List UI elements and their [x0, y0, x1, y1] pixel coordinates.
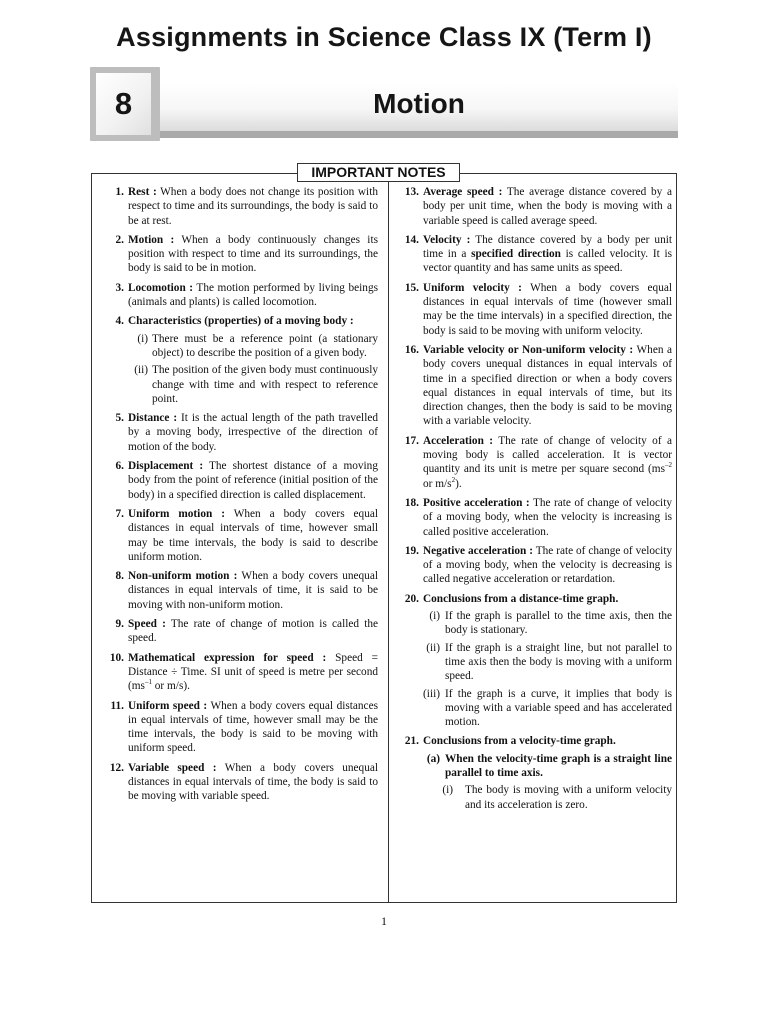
- note-text: The distance covered by a body per unit time in a: [423, 233, 673, 261]
- note-term: Average speed :: [423, 186, 503, 198]
- note-text: ).: [455, 477, 462, 490]
- note-text: The shortest distance of a moving body from the point of reference (initial position of the body) in a specified direction is called displacement.: [128, 460, 378, 501]
- note-item: [393, 496, 672, 539]
- note-number: 5.: [115, 412, 124, 425]
- unit-exponent: 2: [451, 475, 456, 484]
- note-term: Mathematical expression for speed :: [128, 651, 327, 664]
- note-number: 1.: [115, 186, 124, 198]
- note-number: 2.: [115, 233, 124, 246]
- sub-point-number: (i): [429, 610, 440, 623]
- note-number: 16.: [404, 343, 419, 356]
- note-term: Variable velocity or Non-uniform velocity :: [423, 343, 634, 356]
- note-item: [393, 734, 672, 811]
- note-text: The rate of change of velocity of a moving body, when the velocity is increasing is called positive acceleration.: [423, 496, 672, 538]
- note-item: [393, 185, 672, 228]
- note-number: 13.: [404, 186, 419, 198]
- note-item: [393, 434, 672, 491]
- sub-point-text: When the velocity-time graph is a straight line parallel to time axis.: [445, 752, 672, 779]
- note-term: Distance :: [128, 412, 178, 425]
- note-number: 15.: [404, 281, 419, 294]
- note-term: Characteristics (properties) of a moving body :: [128, 315, 354, 328]
- note-term: Variable speed :: [128, 761, 217, 774]
- note-term: Uniform velocity :: [423, 281, 522, 294]
- note-item: [98, 411, 378, 454]
- note-number: 7.: [115, 507, 124, 520]
- note-item: [98, 314, 378, 406]
- note-text: When a body covers unequal distances in equal intervals of time, it is said to be moving with non-uniform motion.: [128, 570, 378, 611]
- sub-point: [441, 783, 672, 812]
- note-text: is called velocity. It is vector quantity and has same units as speed.: [423, 248, 672, 275]
- note-number: 10.: [109, 651, 124, 664]
- sub-point-text: If the graph is a straight line, but not parallel to time axis then the body is moving with a uniform speed.: [445, 641, 672, 683]
- page-number: 1: [381, 914, 387, 928]
- note-number: 17.: [404, 434, 419, 447]
- note-item: [393, 592, 672, 730]
- note-term: Motion :: [128, 233, 175, 246]
- note-item: [98, 699, 378, 756]
- sub-point-text: If the graph is parallel to the time axis, then the body is stationary.: [445, 610, 672, 637]
- note-number: 6.: [115, 460, 124, 473]
- note-term: Uniform motion :: [128, 507, 225, 520]
- sub-point-number: (a): [426, 752, 440, 765]
- note-term: Conclusions from a distance-time graph.: [423, 592, 619, 605]
- note-item: [98, 617, 378, 646]
- note-item: [98, 761, 378, 804]
- note-item: [393, 343, 672, 429]
- sub-point-text: There must be a reference point (a stationary object) to describe the position of a given body.: [152, 332, 378, 359]
- sub-point: [128, 363, 378, 406]
- note-term: Speed :: [128, 618, 166, 631]
- note-item: [98, 569, 378, 612]
- note-text: The motion performed by living beings (animals and plants) is called locomotion.: [128, 281, 378, 309]
- note-text: or m/s).: [151, 680, 190, 693]
- sub-point-number: (iii): [423, 687, 440, 700]
- chapter-number: 8: [96, 73, 151, 135]
- note-number: 19.: [404, 544, 419, 557]
- note-text: When a body covers unequal distances in equal intervals of time in a specified direction or when a body covers equal distances in equal intervals of time, but its direction changes, then the body is said to be moving with a variable velocity.: [423, 343, 673, 428]
- note-term: Locomotion :: [128, 281, 194, 294]
- note-number: 18.: [404, 496, 419, 509]
- note-number: 3.: [115, 281, 124, 294]
- sub-point-number: (i): [442, 784, 453, 797]
- note-number: 21.: [404, 735, 419, 748]
- note-number: 14.: [404, 233, 419, 246]
- chapter-header-rule: [92, 131, 678, 138]
- note-item: [393, 281, 672, 338]
- note-text: When a body covers equal distances in equal intervals of time (however small may be the time intervals) in a specified direction, the body is said to be moving with uniform velocity.: [423, 281, 673, 337]
- note-text: or m/s: [423, 477, 452, 490]
- note-item: [98, 651, 378, 694]
- note-term: Negative acceleration :: [423, 544, 533, 557]
- note-text: It is the actual length of the path travelled by a moving body, irrespective of the direction of motion of the body.: [128, 412, 378, 453]
- unit-exponent: –2: [665, 461, 672, 470]
- note-text: When a body continuously changes its position with respect to time and its surroundings, the body is said to be in motion.: [128, 233, 378, 275]
- sub-point-number: (ii): [426, 641, 440, 654]
- book-title: Assignments in Science Class IX (Term I): [116, 22, 652, 52]
- sub-point-number: (ii): [134, 364, 148, 377]
- notes-right-column: [393, 185, 672, 817]
- note-term: Velocity :: [423, 233, 471, 246]
- chapter-title: Motion: [373, 88, 465, 119]
- note-text: Speed = Distance ÷ Time. SI unit of speed is metre per second (ms: [128, 651, 378, 693]
- note-emphasis: specified direction: [471, 248, 561, 261]
- unit-exponent: –1: [144, 678, 152, 687]
- note-term: Uniform speed :: [128, 699, 208, 712]
- note-item: [98, 281, 378, 310]
- sub-point: [128, 332, 378, 361]
- note-text: The rate of change of velocity of a moving body, when the velocity is decreasing is called negative acceleration or retardation.: [423, 544, 673, 586]
- note-term: Acceleration :: [423, 434, 493, 447]
- note-term: Non-uniform motion :: [128, 570, 238, 583]
- note-text: The rate of change of motion is called the speed.: [128, 618, 379, 645]
- note-item: [393, 544, 672, 587]
- note-term: Conclusions from a velocity-time graph.: [423, 735, 616, 748]
- note-number: 4.: [115, 315, 124, 328]
- notes-left-column: [98, 185, 378, 809]
- sub-point: [423, 641, 672, 684]
- note-text: The average distance covered by a body per unit time, when the body is moving with a variable speed is called average speed.: [423, 186, 672, 227]
- note-item: [98, 459, 378, 502]
- note-text: When a body covers unequal distances in equal intervals of time, the body is said to be moving with variable speed.: [128, 761, 378, 803]
- note-term: Rest :: [128, 186, 157, 198]
- note-number: 12.: [109, 761, 124, 774]
- note-item: [98, 507, 378, 564]
- column-divider: [388, 181, 389, 903]
- note-number: 9.: [115, 618, 124, 631]
- sub-point-text: If the graph is a curve, it implies that body is moving with a variable speed and has accelerated motion.: [445, 687, 672, 729]
- note-text: When a body does not change its position with respect to time and its surroundings, the body is said to be at rest.: [128, 186, 378, 227]
- sub-point-text: The position of the given body must continuously change with time and with respect to reference point.: [152, 364, 378, 405]
- note-text: The rate of change of velocity of a moving body is called acceleration. It is vector quantity and its unit is metre per square second (ms: [423, 434, 672, 476]
- note-item: [98, 233, 378, 276]
- sub-point-text: The body is moving with a uniform velocity and its acceleration is zero.: [465, 784, 672, 811]
- sub-point: [423, 752, 672, 781]
- note-text: When a body covers equal distances in equal intervals of time, however small may be the time intervals, the body is said to be moving with uniform speed.: [128, 699, 378, 755]
- notes-heading: IMPORTANT NOTES: [297, 163, 460, 182]
- note-item: [98, 185, 378, 228]
- note-term: Positive acceleration :: [423, 496, 530, 509]
- note-number: 8.: [115, 570, 124, 583]
- note-number: 11.: [110, 699, 124, 712]
- sub-point: [423, 687, 672, 730]
- note-number: 20.: [404, 592, 419, 605]
- note-term: Displacement :: [128, 460, 204, 473]
- sub-point-number: (i): [137, 332, 148, 345]
- note-item: [393, 233, 672, 276]
- sub-point: [423, 609, 672, 638]
- note-text: When a body covers equal distances in equal intervals of time, however small may be time intervals, the body is said to describe uniform motion.: [128, 507, 379, 563]
